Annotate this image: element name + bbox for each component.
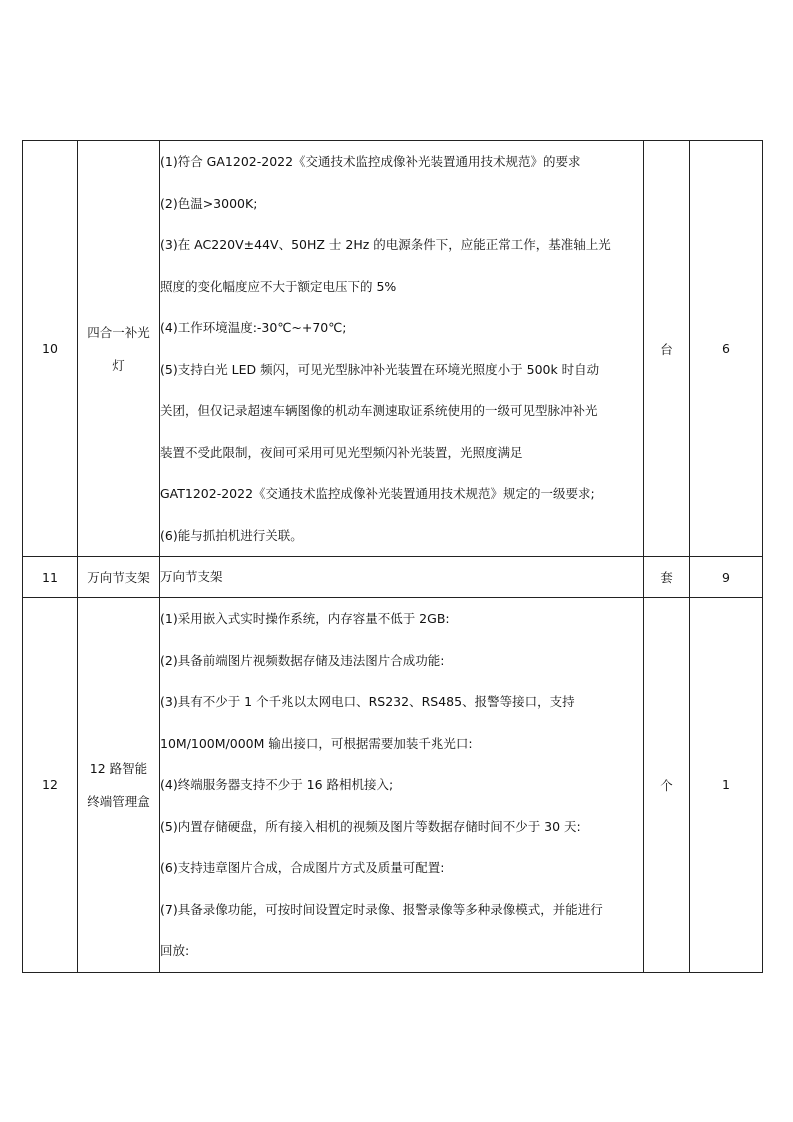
- item-name: [78, 141, 160, 557]
- spec-line: (4)工作环境温度:-30℃~+70℃;: [160, 320, 347, 335]
- table-row: [23, 141, 763, 557]
- equipment-spec-table: [22, 140, 763, 973]
- item-name: [78, 557, 160, 598]
- spec-line: (5)内置存储硬盘，所有接入相机的视频及图片等数据存储时间不少于 30 天:: [160, 818, 581, 834]
- item-name-line: 万向节支架: [87, 569, 150, 585]
- spec-line: (1)符合 GA1202-2022《交通技术监控成像补光装置通用技术规范》的要求: [160, 154, 581, 169]
- item-unit: 个: [644, 598, 690, 973]
- item-unit: 台: [644, 141, 690, 557]
- item-number: 12: [23, 598, 78, 973]
- item-quantity: 1: [690, 598, 763, 973]
- spec-line: (3)具有不少于 1 个千兆以太网电口、RS232、RS485、报警等接口，支持: [160, 694, 575, 709]
- item-name-line: 四合一补光: [87, 324, 150, 340]
- item-number: 10: [23, 141, 78, 557]
- item-unit: 套: [644, 557, 690, 598]
- spec-line: (2)具备前端图片视频数据存储及违法图片合成功能:: [160, 652, 445, 668]
- spec-line: (6)支持违章图片合成，合成图片方式及质量可配置:: [160, 860, 445, 875]
- spec-line: (3)在 AC220V±44V、50HZ 士 2Hz 的电源条件下，应能正常工作，基准轴上光: [160, 237, 611, 252]
- spec-line: (1)采用嵌入式实时操作系统，内存容量不低于 2GB:: [160, 611, 450, 626]
- item-spec: [160, 141, 644, 557]
- spec-line: GAT1202-2022《交通技术监控成像补光装置通用技术规范》规定的一级要求;: [160, 486, 595, 501]
- spec-line: 10M/100M/000M 输出接口，可根据需要加装千兆光口:: [160, 735, 473, 751]
- spec-line: 万向节支架: [160, 569, 223, 584]
- spec-line: (6)能与抓拍机进行关联。: [160, 527, 303, 543]
- spec-line: 照度的变化幅度应不大于额定电压下的 5%: [160, 278, 397, 294]
- spec-line: 关团，但仅记录超速车辆图像的机动车测速取证系统使用的一级可见型脉冲补光: [160, 403, 598, 418]
- spec-line: 回放:: [160, 943, 190, 958]
- item-name: [78, 598, 160, 973]
- item-quantity: 9: [690, 557, 763, 598]
- spec-line: 装置不受此限制，夜间可采用可见光型频闪补光装置，光照度满足: [160, 444, 523, 460]
- item-number: 11: [23, 557, 78, 598]
- item-spec: [160, 557, 644, 598]
- spec-line: (4)终端服务器支持不少于 16 路相机接入;: [160, 777, 394, 792]
- table-row: [23, 598, 763, 973]
- spec-line: (7)具备录像功能，可按时间设置定时录像、报警录像等多种录像模式，并能进行: [160, 901, 603, 917]
- item-name-line: 12 路智能: [89, 760, 148, 776]
- spec-line: (5)支持白光 LED 频闪，可见光型脉冲补光装置在环境光照度小于 500k 时自动: [160, 361, 600, 377]
- item-name-line: 终端管理盒: [87, 793, 150, 809]
- spec-line: (2)色温>3000K;: [160, 195, 258, 211]
- item-name-line: 灯: [112, 357, 125, 373]
- item-quantity: 6: [690, 141, 763, 557]
- table-row: [23, 557, 763, 598]
- item-spec: [160, 598, 644, 973]
